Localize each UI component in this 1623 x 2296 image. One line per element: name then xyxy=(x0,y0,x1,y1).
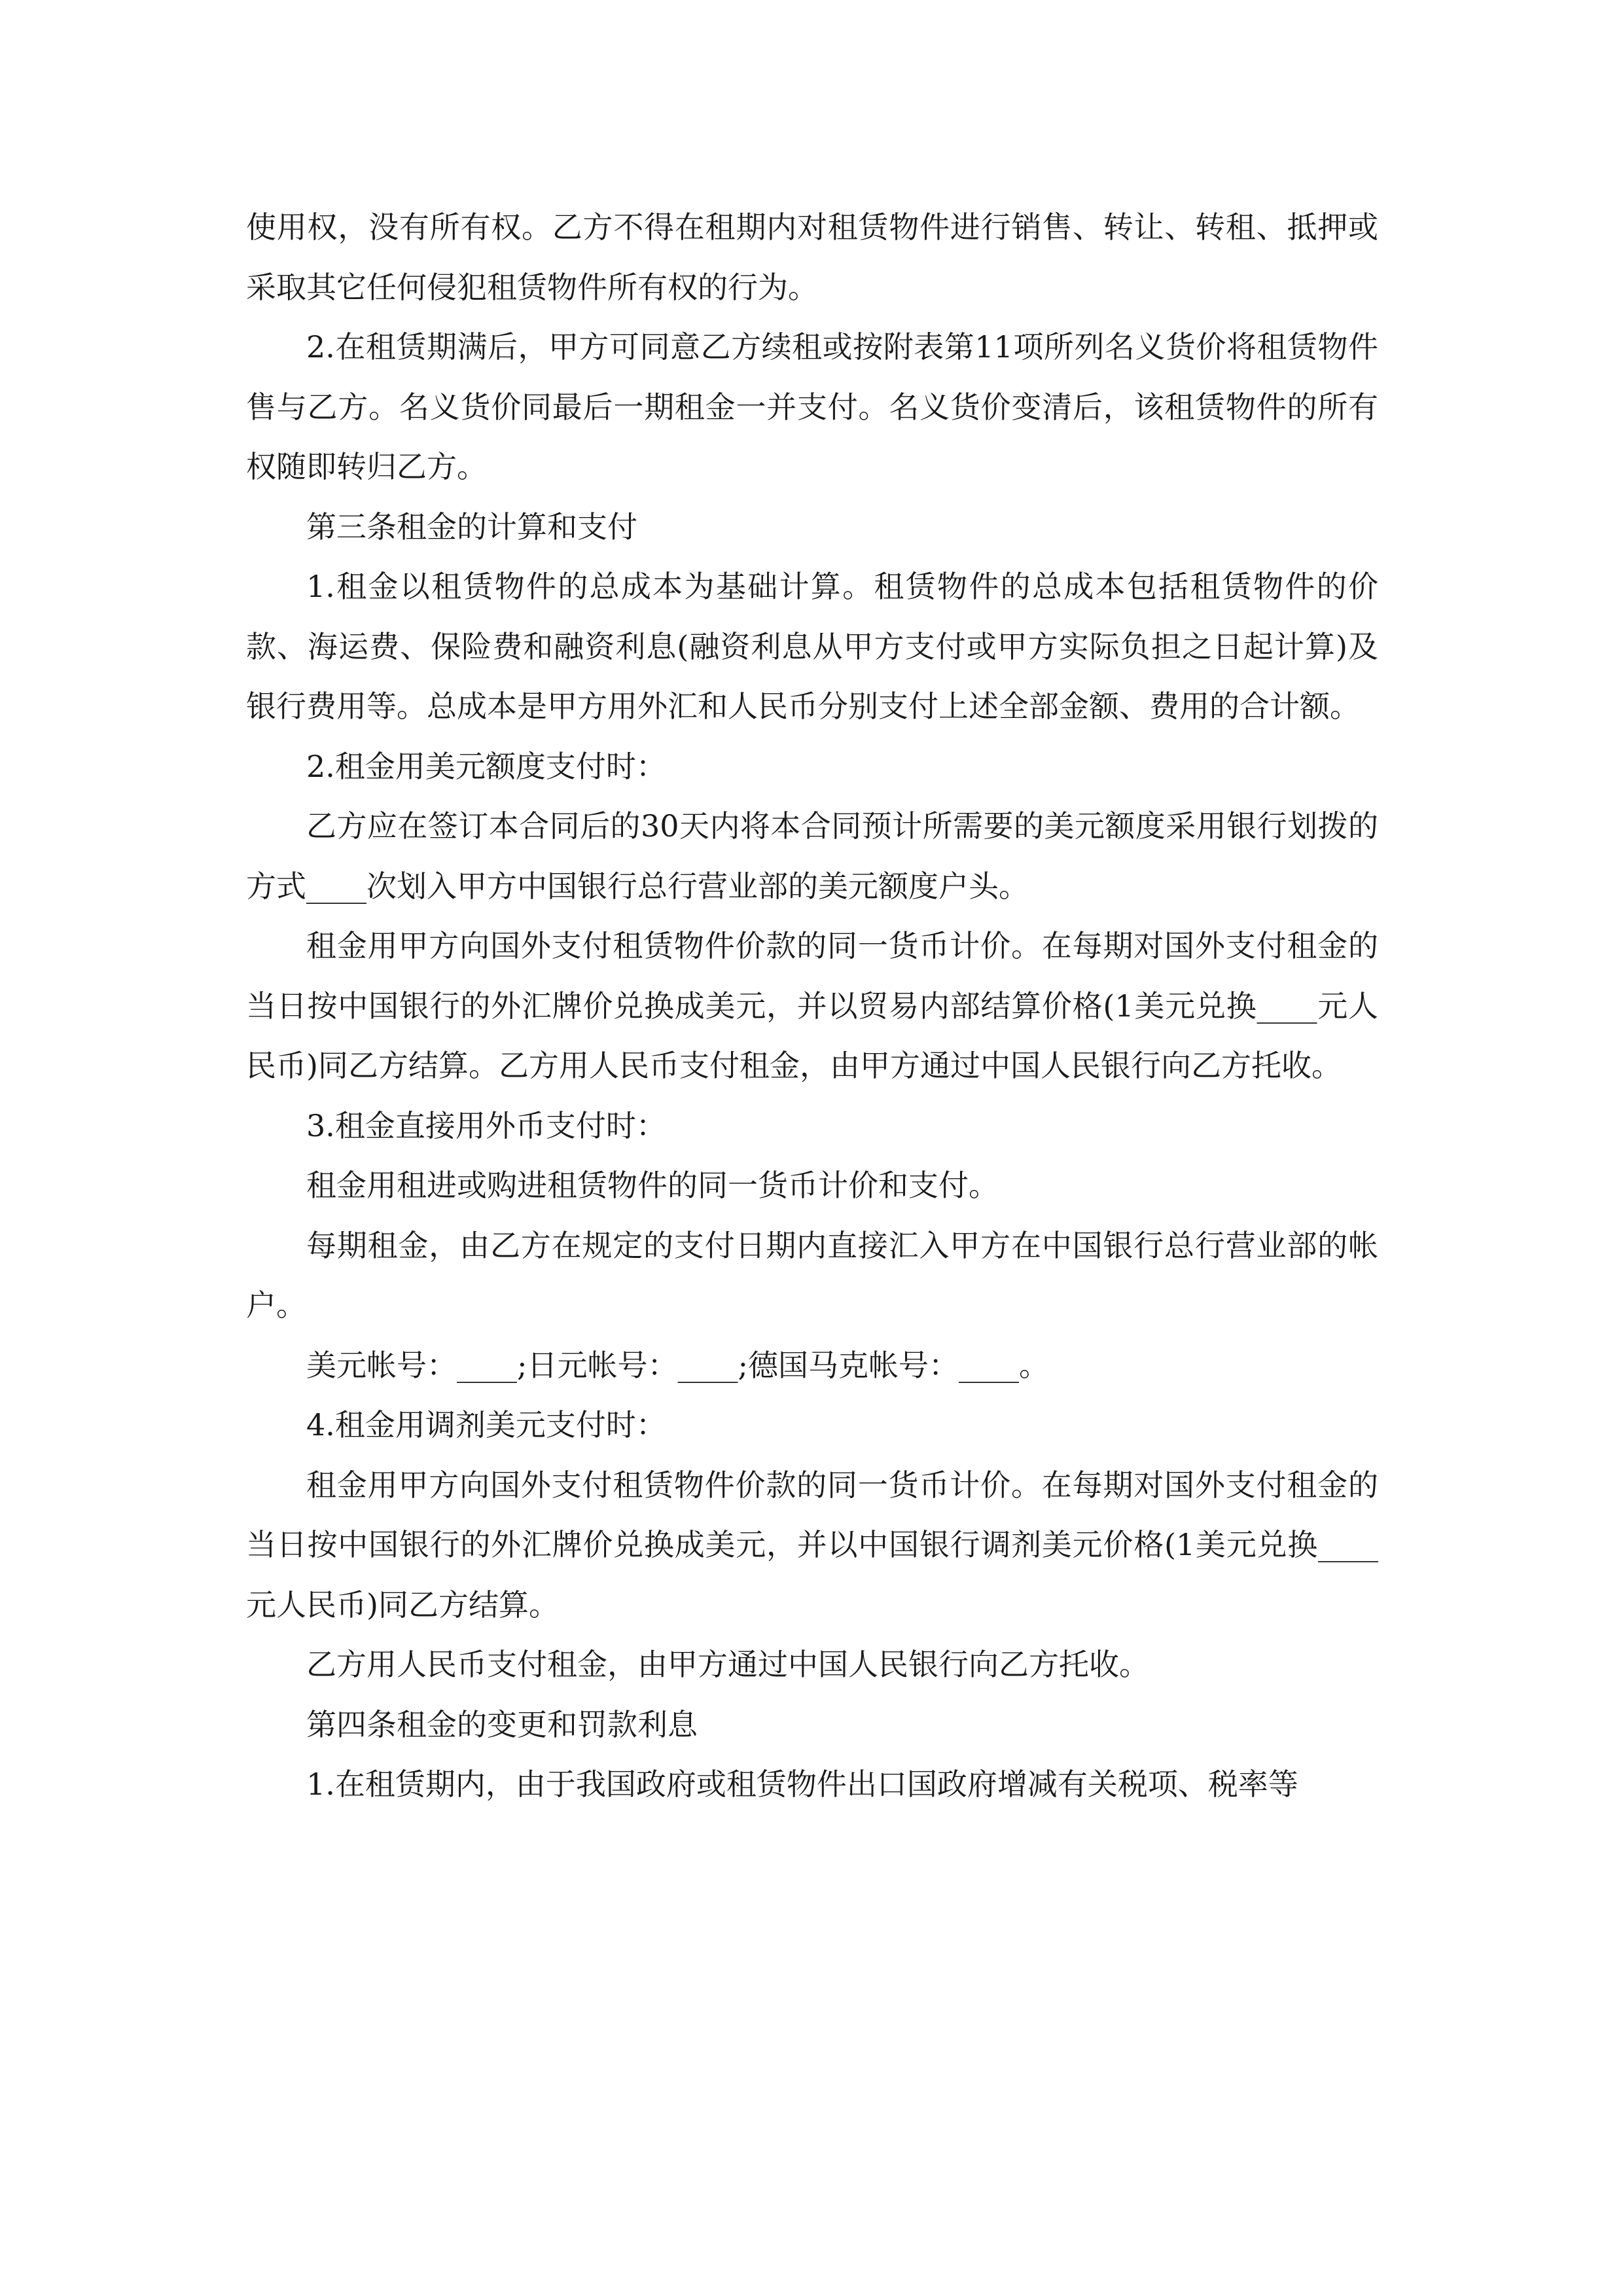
paragraph-clause-3-4: 4.租金用调剂美元支付时： xyxy=(306,1407,666,1443)
section-heading-article-3: 第三条租金的计算和支付 xyxy=(306,509,637,545)
document-page xyxy=(246,198,1378,1815)
paragraph-clause-3-1: 1.租金以租赁物件的总成本为基础计算。租赁物件的总成本包括租赁物件的价款、海运费、保险费和融资利息(融资利息从甲方支付或甲方实际负担之日起计算)及银行费用等。总成本是甲方用外汇和人民币分别支付上述全部金额、费用的合计额。 xyxy=(246,569,1378,724)
paragraph-clause-4-1: 1.在租赁期内，由于我国政府或租赁物件出口国政府增减有关税项、税率等 xyxy=(306,1767,1298,1802)
paragraph-rmb-collection: 乙方用人民币支付租金，由甲方通过中国人民银行向乙方托收。 xyxy=(306,1647,1149,1682)
paragraph-remittance: 每期租金，由乙方在规定的支付日期内直接汇入甲方在中国银行总行营业部的帐户。 xyxy=(246,1227,1378,1323)
paragraph-same-currency: 租金用租进或购进租赁物件的同一货币计价和支付。 xyxy=(306,1168,999,1203)
paragraph-clause-2-2: 2.在租赁期满后，甲方可同意乙方续租或按附表第11项所列名义货价将租赁物件售与乙方。名义货价同最后一期租金一并支付。名义货价变清后，该租赁物件的所有权随即转归乙方。 xyxy=(246,329,1378,484)
paragraph-continuation: 使用权，没有所有权。乙方不得在租期内对租赁物件进行销售、转让、转租、抵押或采取其它任何侵犯租赁物件所有权的行为。 xyxy=(246,209,1378,305)
paragraph-clause-3-3: 3.租金直接用外币支付时： xyxy=(306,1107,666,1143)
paragraph-usd-quota-transfer: 乙方应在签订本合同后的30天内将本合同预计所需要的美元额度采用银行划拨的方式____次划入甲方中国银行总行营业部的美元额度户头。 xyxy=(246,808,1378,904)
paragraph-clause-3-2: 2.租金用美元额度支付时： xyxy=(306,748,666,784)
section-heading-article-4: 第四条租金的变更和罚款利息 xyxy=(306,1706,698,1742)
paragraph-currency-pricing: 租金用甲方向国外支付租赁物件价款的同一货币计价。在每期对国外支付租金的当日按中国银行的外汇牌价兑换成美元，并以贸易内部结算价格(1美元兑换____元人民币)同乙方结算。乙方用人民币支付租金，由甲方通过中国人民银行向乙方托收。 xyxy=(246,928,1378,1083)
paragraph-swap-pricing: 租金用甲方向国外支付租赁物件价款的同一货币计价。在每期对国外支付租金的当日按中国银行的外汇牌价兑换成美元，并以中国银行调剂美元价格(1美元兑换____元人民币)同乙方结算。 xyxy=(246,1467,1378,1623)
paragraph-account-numbers: 美元帐号：____;日元帐号：____;德国马克帐号：____。 xyxy=(306,1347,1049,1383)
